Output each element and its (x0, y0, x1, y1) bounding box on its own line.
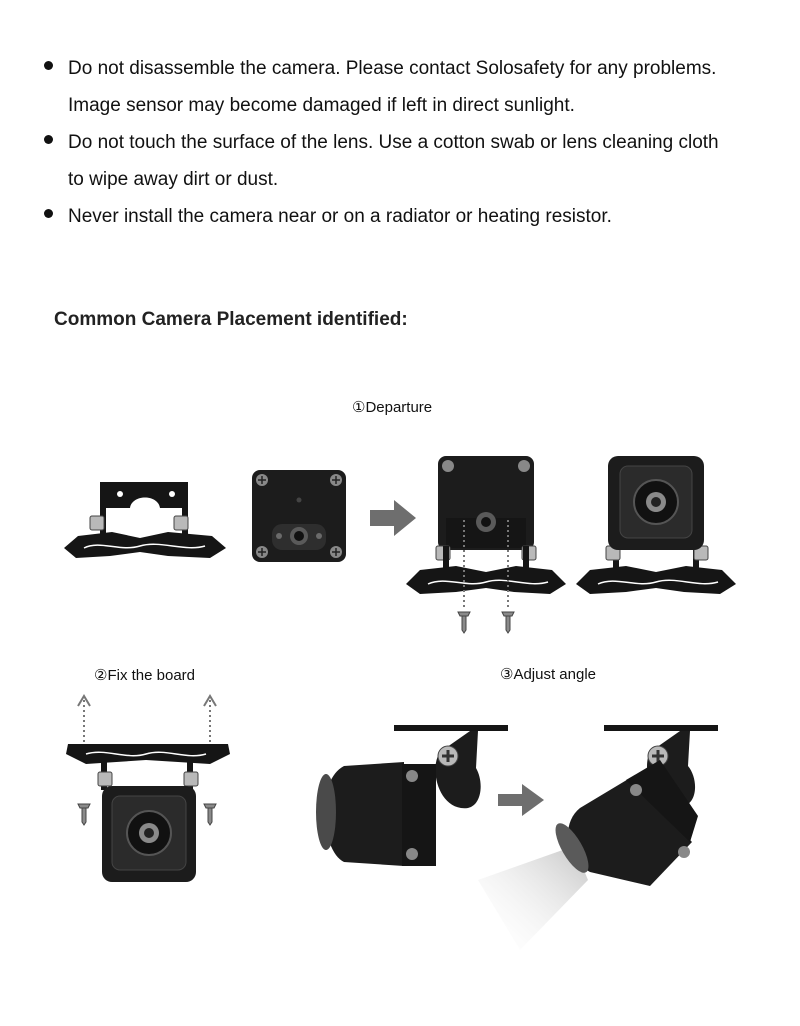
step-adjust-angle-caption: ③Adjust angle (500, 666, 597, 683)
note-line: Never install the camera near or on a radiator or heating resistor. (68, 206, 612, 227)
step-fix-board-caption: ②Fix the board (94, 667, 195, 684)
bracket-illustration (64, 482, 226, 558)
note-line: Do not touch the surface of the lens. Use a cotton swab or lens cleaning cloth (68, 132, 719, 153)
section-heading: Common Camera Placement identified: (54, 309, 408, 330)
arrow-right-icon (498, 784, 544, 816)
camera-assembly-back-illustration (406, 456, 566, 633)
camera-assembly-front-illustration (576, 456, 736, 594)
camera-back-illustration (252, 470, 346, 562)
note-line: to wipe away dirt or dust. (68, 169, 279, 190)
adjust-angle-before-illustration (316, 725, 508, 866)
step-departure-caption: ①Departure (352, 399, 433, 416)
arrow-right-icon (370, 500, 416, 536)
note-line: Do not disassemble the camera. Please contact Solosafety for any problems. (68, 58, 717, 79)
adjust-angle-after-illustration (478, 725, 718, 950)
note-line: Image sensor may become damaged if left in direct sunlight. (68, 95, 575, 116)
fix-board-illustration (66, 696, 230, 882)
